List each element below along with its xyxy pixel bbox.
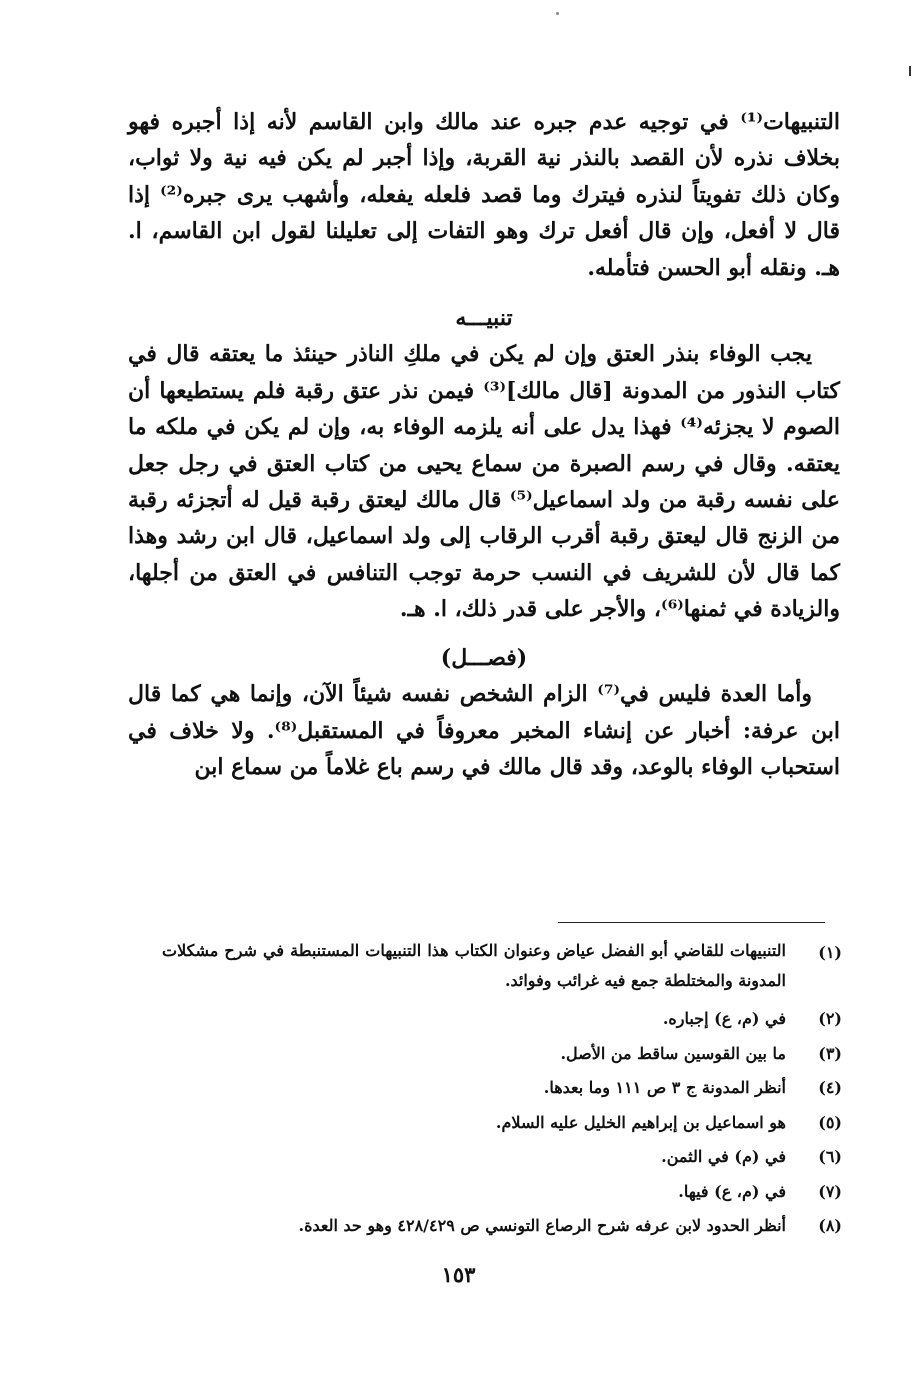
footnote-6 xyxy=(162,1140,842,1175)
footnote-7 xyxy=(162,1175,842,1210)
paragraph-3: وأما العدة فليس في⁽⁷⁾ الزام الشخص نفسه شيئاً الآن، وإنما هي كما قال ابن عرفة: أخبار عن إنشاء المخبر معروفاً في المستقبل⁽⁸⁾. ولا خلاف في استحباب الوفاء بالوعد، وقد قال مالك في رسم باع غلاماً من سماع ابن xyxy=(128,681,840,780)
footnote-1 xyxy=(162,936,842,996)
footnote-number: (٢) xyxy=(818,1009,842,1028)
footnote-text: في (م) في الثمن. xyxy=(661,1147,786,1166)
footnote-2 xyxy=(162,1002,842,1037)
footnote-separator xyxy=(558,922,825,923)
footnotes xyxy=(162,936,842,1244)
footnote-8 xyxy=(162,1209,842,1244)
footnote-text: ما بين القوسين ساقط من الأصل. xyxy=(560,1043,786,1063)
footnote-text: التنبيهات للقاضي أبو الفضل عياض وعنوان الكتاب هذا التنبيهات المستنبطة في شرح مشكلات المدونة والمختلطة جمع فيه غرائب وفوائد. xyxy=(162,941,786,990)
footnote-text: في (م، ع) إجباره. xyxy=(662,1009,786,1028)
footnote-number: (١) xyxy=(818,943,842,962)
footnote-text: في (م، ع) فيها. xyxy=(678,1181,786,1201)
footnote-4 xyxy=(162,1071,842,1106)
margin-mark xyxy=(909,66,911,76)
footnote-number: (٧) xyxy=(818,1181,842,1201)
footnote-text: أنظر المدونة ج ٣ ص ١١١ وما بعدها. xyxy=(543,1078,786,1097)
paragraph-2: يجب الوفاء بنذر العتق وإن لم يكن في ملكِ الناذر حينئذ ما يعتقه قال في كتاب النذور من المدونة [قال مالك]⁽³⁾ فيمن نذر عتق رقبة فلم يستطيعها أن الصوم لا يجزئه⁽⁴⁾ فهذا يدل على أنه يلزمه الوفاء به، وإن لم يكن في ملكه ما يعتقه. وقال في رسم الصبرة من سماع يحيى من كتاب العتق في رجل جعل على نفسه رقبة من ولد اسماعيل⁽⁵⁾ قال مالك ليعتق رقبة قيل له أتجزئه رقبة من الزنج قال ليعتق رقبة أقرب الرقاب إلى ولد اسماعيل، قال ابن رشد وهذا كما قال لأن للشريف في النسب حرمة توجب التنافس في العتق من أجلها، والزيادة في ثمنها⁽⁶⁾، والأجر على قدر ذلك، ا. هـ. xyxy=(128,341,840,623)
footnote-5 xyxy=(162,1106,842,1141)
footnote-number: (٦) xyxy=(818,1147,842,1166)
main-text xyxy=(128,104,840,785)
heading-fasl: (فصـــل) xyxy=(440,644,528,671)
heading-tanbih: تنبيـــه xyxy=(455,305,513,332)
footnote-number: (٥) xyxy=(818,1112,842,1132)
page-number: ١٥٣ xyxy=(441,1262,476,1287)
footnote-number: (٨) xyxy=(818,1216,842,1235)
footnote-3 xyxy=(162,1037,842,1072)
footnote-text: هو اسماعيل بن إبراهيم الخليل عليه السلام. xyxy=(495,1112,786,1132)
scan-speck xyxy=(556,12,559,15)
footnote-text: أنظر الحدود لابن عرفه شرح الرصاع التونسي ص ٤٢٨/٤٢٩ وهو حد العدة. xyxy=(298,1216,786,1235)
paragraph-1: التنبيهات⁽¹⁾ في توجيه عدم جبره عند مالك وابن القاسم لأنه إذا أجبره فهو بخلاف نذره لأن القصد بالنذر نية القربة، وإذا أجبر لم يكن فيه نية ولا ثواب، وكان ذلك تفويتاً لنذره فيترك وما قصد فلعله يفعله، وأشهب يرى جبره⁽²⁾ إذا قال لا أفعل، وإن قال أفعل ترك وهو التفات إلى تعليلنا لقول ابن القاسم، ا. هـ. ونقله أبو الحسن فتأمله. xyxy=(128,109,840,281)
footnote-number: (٣) xyxy=(818,1043,842,1063)
footnote-number: (٤) xyxy=(818,1078,842,1097)
